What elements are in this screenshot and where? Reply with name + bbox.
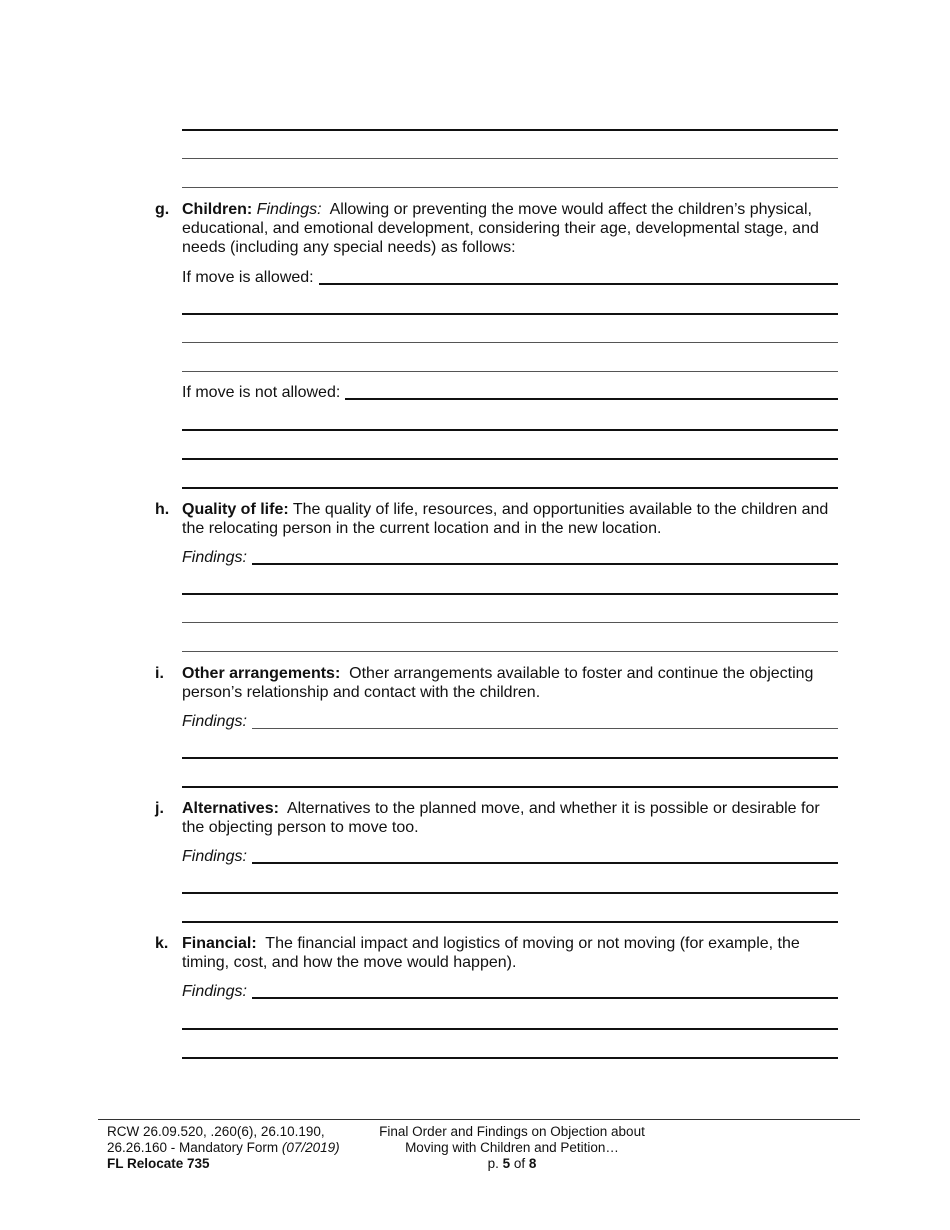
section-description: Allowing or preventing the move would affect the children’s physical, educational, and emotional development, considering their age, developmental stage, and needs (including any special needs) as follows: <box>182 201 819 256</box>
section-text <box>182 799 832 837</box>
section-letter: j. <box>155 800 164 817</box>
findings-label: Findings: <box>182 848 247 865</box>
blank-line[interactable] <box>182 593 838 595</box>
if-move-not-allowed-label: If move is not allowed: <box>182 384 341 401</box>
section-text <box>182 664 832 702</box>
blank-line[interactable] <box>182 458 838 460</box>
blank-line[interactable] <box>182 371 838 372</box>
form-id: FL Relocate 735 <box>107 1156 210 1171</box>
findings-label: Findings: <box>256 201 322 218</box>
blank-line[interactable] <box>182 1028 838 1030</box>
findings-row <box>182 548 838 567</box>
footer-divider <box>98 1119 860 1120</box>
footer-left <box>107 1124 340 1172</box>
blank-line[interactable] <box>182 342 838 343</box>
findings-field[interactable] <box>252 997 838 999</box>
if-move-not-allowed-row <box>182 383 838 402</box>
findings-field[interactable] <box>252 862 838 864</box>
blank-line[interactable] <box>182 487 838 489</box>
blank-line[interactable] <box>182 313 838 315</box>
footer-center <box>362 1124 662 1172</box>
page-prefix: p. <box>487 1156 499 1171</box>
section-letter: h. <box>155 501 170 518</box>
form-title-line1: Final Order and Findings on Objection about <box>379 1124 645 1139</box>
page-current: 5 <box>502 1156 511 1171</box>
blank-line[interactable] <box>182 921 838 923</box>
mandatory-form-text: 26.26.160 - Mandatory Form <box>107 1140 279 1155</box>
section-letter: i. <box>155 665 164 682</box>
section-title: Quality of life: <box>182 501 289 518</box>
section-title: Alternatives: <box>182 800 279 817</box>
section-description: Alternatives to the planned move, and whether it is possible or desirable for the objecting person to move too. <box>182 800 820 836</box>
form-title-line2: Moving with Children and Petition… <box>405 1140 619 1155</box>
mandatory-form-line <box>107 1140 340 1156</box>
blank-line[interactable] <box>182 622 838 623</box>
rcw-citation: RCW 26.09.520, .260(6), 26.10.190, <box>107 1124 325 1139</box>
if-move-allowed-label: If move is allowed: <box>182 269 314 286</box>
blank-line[interactable] <box>182 158 838 159</box>
findings-row <box>182 982 838 1001</box>
form-date: (07/2019) <box>281 1140 340 1155</box>
section-letter: g. <box>155 201 170 218</box>
section-text <box>182 934 832 972</box>
page-total: 8 <box>528 1156 537 1171</box>
section-description: The financial impact and logistics of moving or not moving (for example, the timing, cost, and how the move would happen). <box>182 935 800 971</box>
section-description: Other arrangements available to foster and continue the objecting person’s relationship and contact with the children. <box>182 665 814 701</box>
findings-field[interactable] <box>252 563 838 565</box>
section-title: Financial: <box>182 935 257 952</box>
blank-line[interactable] <box>182 1057 838 1059</box>
blank-line[interactable] <box>182 429 838 431</box>
findings-label: Findings: <box>182 549 247 566</box>
findings-label: Findings: <box>182 713 247 730</box>
blank-line[interactable] <box>182 786 838 788</box>
if-move-allowed-field[interactable] <box>319 283 838 285</box>
findings-row <box>182 847 838 866</box>
section-letter: k. <box>155 935 169 952</box>
section-description: The quality of life, resources, and opportunities available to the children and the relocating person in the current location and in the new location. <box>182 501 829 537</box>
blank-line[interactable] <box>182 651 838 652</box>
blank-line[interactable] <box>182 892 838 894</box>
section-title: Children: <box>182 201 253 218</box>
page-number <box>362 1156 662 1172</box>
blank-line[interactable] <box>182 187 838 188</box>
section-title: Other arrangements: <box>182 665 341 682</box>
section-text <box>182 500 832 538</box>
findings-row <box>182 712 838 731</box>
findings-field[interactable] <box>252 728 838 729</box>
page-of: of <box>513 1156 526 1171</box>
section-text <box>182 200 832 257</box>
if-move-not-allowed-field[interactable] <box>345 398 838 400</box>
if-move-allowed-row <box>182 268 838 287</box>
findings-label: Findings: <box>182 983 247 1000</box>
blank-line[interactable] <box>182 129 838 131</box>
blank-line[interactable] <box>182 757 838 759</box>
